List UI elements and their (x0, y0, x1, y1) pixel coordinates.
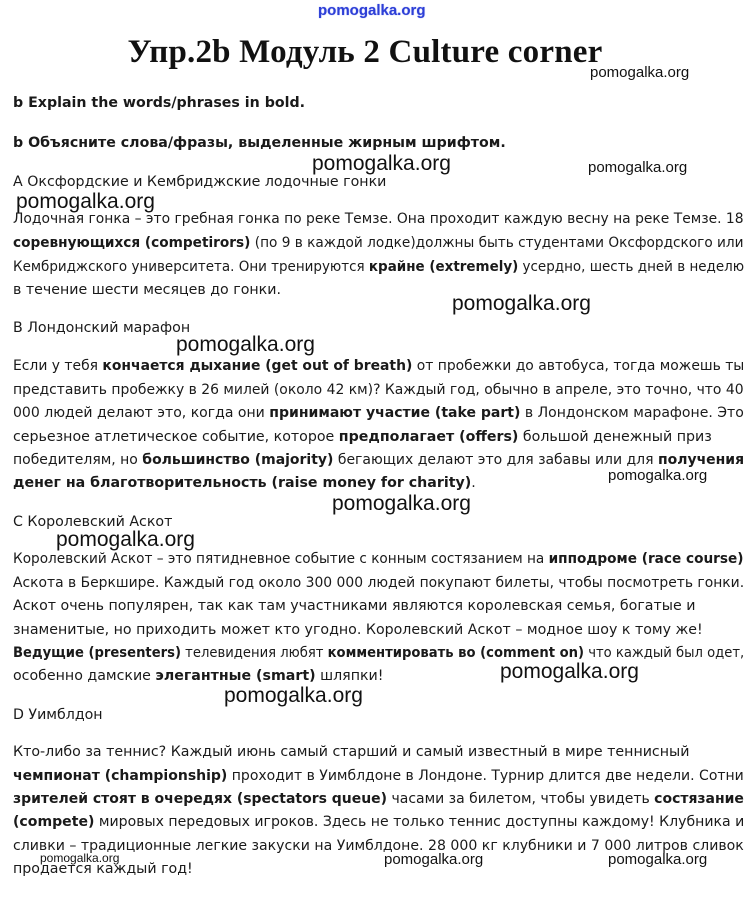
section-d-line: чемпионат (championship) проходит в Уимблдоне в Лондоне. Турнир длится две недели. Сотни (13, 768, 744, 784)
section-c-line: Аскота в Беркшире. Каждый год около 300 000 людей покупают билеты, чтобы посмотреть гонки. (13, 575, 745, 591)
section-d-heading: D Уимблдон (13, 707, 103, 723)
bold-phrase: большинство (majority) (142, 452, 334, 468)
watermark: pomogalka.org (40, 851, 120, 865)
section-a-line: Кембриджского университета. Они тренируются крайне (extremely) усердно, шесть дней в неделю (13, 259, 745, 275)
watermark: pomogalka.org (312, 152, 451, 175)
section-b-line: 000 людей делают это, когда они принимают участие (take part) в Лондонском марафоне. Это (13, 405, 744, 421)
section-c-line: Королевский Аскот – это пятидневное событие с конным состязанием на ипподроме (race course) (13, 551, 744, 567)
watermark: pomogalka.org (332, 492, 471, 515)
bold-phrase: ипподроме (race course) (548, 551, 744, 567)
watermark: pomogalka.org (608, 467, 708, 484)
watermark: pomogalka.org (500, 660, 639, 683)
bold-phrase: элегантные (smart) (155, 668, 316, 684)
section-d-line: зрителей стоят в очередях (spectators queue) часами за билетом, чтобы увидеть состязание (13, 791, 744, 807)
watermark: pomogalka.org (56, 528, 195, 551)
instruction-ru: b Объясните слова/фразы, выделенные жирным шрифтом. (13, 135, 506, 151)
bold-phrase: комментировать во (comment on) (327, 645, 585, 661)
section-a-heading: A Оксфордские и Кембриджские лодочные гонки (13, 174, 387, 190)
bold-phrase: принимают участие (take part) (269, 405, 521, 421)
section-b-heading: B Лондонский марафон (13, 320, 191, 336)
bold-phrase: крайне (extremely) (368, 259, 519, 275)
section-d-line: сливки – традиционные легкие закуски на Уимблдоне. 28 000 кг клубники и 7 000 литров сливок (13, 838, 744, 854)
section-d-line: продается каждый год! (13, 861, 193, 877)
section-b-line: победителям, но большинство (majority) бегающих делают это для забавы или для получения (13, 452, 745, 468)
watermark: pomogalka.org (588, 159, 688, 176)
bold-phrase: состязание (654, 791, 744, 807)
section-b-line: Если у тебя кончается дыхание (get out of breath) от пробежки до автобуса, тогда можешь ты (13, 358, 745, 374)
watermark: pomogalka.org (224, 684, 363, 707)
section-d-line: Кто-либо за теннис? Каждый июнь самый старший и самый известный в мире теннисный (13, 744, 690, 760)
section-c-line: знаменитые, но приходить может кто угодно. Королевский Аскот – модное шоу к тому же! (13, 622, 703, 638)
section-c-line: особенно дамские элегантные (smart) шляпки! (13, 668, 384, 684)
bold-phrase: Ведущие (presenters) (13, 645, 182, 661)
watermark: pomogalka.org (452, 292, 591, 315)
watermark-top: pomogalka.org (318, 2, 426, 19)
watermark: pomogalka.org (16, 190, 155, 213)
section-a-line: в течение шести месяцев до гонки. (13, 282, 281, 298)
section-d-line: (compete) мировых передовых игроков. Здесь не только теннис доступны каждому! Клубника и (13, 814, 745, 830)
section-c-heading: C Королевский Аскот (13, 514, 173, 530)
section-a-line: соревнующихся (competirors) (по 9 в каждой лодке)должны быть студентами Оксфордского или (13, 235, 744, 251)
section-b-line: серьезное атлетическое событие, которое предполагает (offers) большой денежный приз (13, 429, 712, 445)
section-b-line: представить пробежку в 26 милей (около 42 км)? Каждый год, обычно в апреле, это точно, что 40 (13, 382, 744, 398)
bold-phrase: соревнующихся (competirors) (13, 235, 251, 251)
watermark: pomogalka.org (176, 333, 315, 356)
bold-phrase: предполагает (offers) (338, 429, 519, 445)
bold-phrase: денег на благотворительность (raise money for charity) (13, 475, 472, 491)
watermark: pomogalka.org (384, 851, 484, 868)
section-a-line: Лодочная гонка – это гребная гонка по реке Темзе. Она проходит каждую весну на реке Темзе. 18 (13, 211, 744, 227)
bold-phrase: (compete) (13, 814, 95, 830)
bold-phrase: получения (657, 452, 745, 468)
bold-phrase: зрителей стоят в очередях (spectators queue) (13, 791, 388, 807)
section-c-line: Аскот очень популярен, так как там участниками являются королевская семья, богатые и (13, 598, 696, 614)
watermark: pomogalka.org (590, 64, 690, 81)
section-b-line: денег на благотворительность (raise money for charity). (13, 475, 476, 491)
section-c-line: Ведущие (presenters) телевидения любят комментировать во (comment on) что каждый был одет, (13, 645, 745, 661)
watermark: pomogalka.org (608, 851, 708, 868)
page-title: Упр.2b Модуль 2 Culture corner (127, 34, 603, 70)
instruction-en: b Explain the words/phrases in bold. (13, 95, 306, 111)
bold-phrase: кончается дыхание (get out of breath) (102, 358, 413, 374)
bold-phrase: чемпионат (championship) (13, 768, 228, 784)
